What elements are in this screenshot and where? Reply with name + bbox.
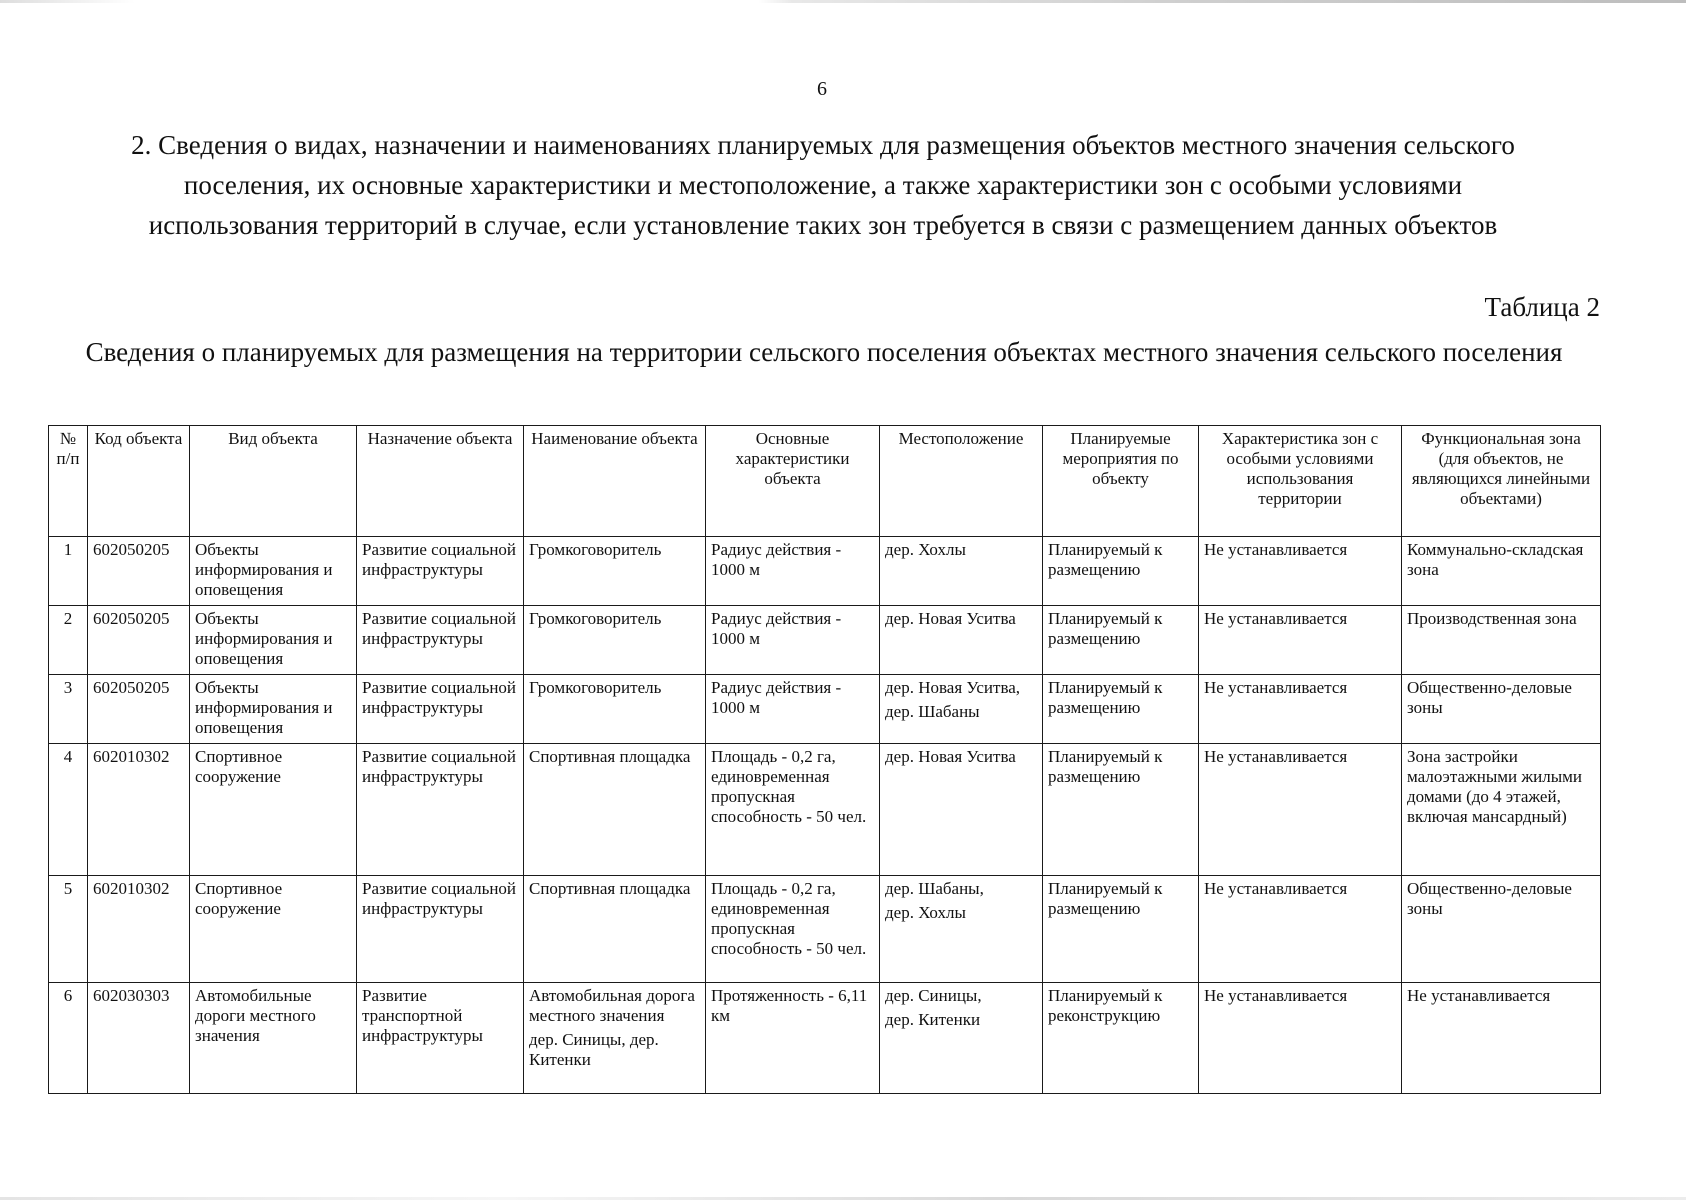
table-row — [49, 744, 1601, 876]
cell-name-text: Громкоговоритель — [529, 678, 662, 697]
cell-name-text: Автомобильная дорога местного значения — [529, 986, 695, 1025]
cell-zones: Не устанавливается — [1199, 675, 1402, 744]
cell-location — [880, 744, 1043, 876]
cell-name-text: Спортивная площадка — [529, 747, 691, 766]
cell-characteristics: Протяженность - 6,11 км — [706, 983, 880, 1094]
cell-purpose: Развитие социальной инфраструктуры — [357, 876, 524, 983]
cell-type: Спортивное сооружение — [190, 744, 357, 876]
cell-zones: Не устанавливается — [1199, 606, 1402, 675]
cell-code: 602010302 — [88, 744, 190, 876]
cell-num: 4 — [49, 744, 88, 876]
cell-characteristics: Площадь - 0,2 га, единовременная пропускная способность - 50 чел. — [706, 876, 880, 983]
header-functional-zone: Функциональная зона (для объектов, не являющихся линейными объектами) — [1402, 426, 1601, 537]
table-row — [49, 876, 1601, 983]
cell-purpose: Развитие социальной инфраструктуры — [357, 537, 524, 606]
cell-num: 1 — [49, 537, 88, 606]
cell-name — [524, 744, 706, 876]
cell-measures: Планируемый к размещению — [1043, 675, 1199, 744]
cell-location-extra: дер. Шабаны — [885, 702, 980, 721]
table-row — [49, 675, 1601, 744]
cell-name-text: Громкоговоритель — [529, 609, 662, 628]
cell-name-text: Громкоговоритель — [529, 540, 662, 559]
cell-name-extra: дер. Синицы, дер. Китенки — [529, 1030, 659, 1069]
cell-num: 6 — [49, 983, 88, 1094]
cell-location-text: дер. Новая Уситва — [885, 609, 1016, 628]
cell-location — [880, 876, 1043, 983]
cell-num: 3 — [49, 675, 88, 744]
cell-code: 602050205 — [88, 537, 190, 606]
cell-measures: Планируемый к размещению — [1043, 537, 1199, 606]
cell-location-text: дер. Новая Уситва, — [885, 678, 1021, 697]
table-row — [49, 983, 1601, 1094]
header-num: № п/п — [49, 426, 88, 537]
cell-functional-zone: Коммунально-складская зона — [1402, 537, 1601, 606]
cell-characteristics: Радиус действия - 1000 м — [706, 675, 880, 744]
cell-measures: Планируемый к размещению — [1043, 744, 1199, 876]
cell-name-text: Спортивная площадка — [529, 879, 691, 898]
header-name: Наименование объекта — [524, 426, 706, 537]
cell-zones: Не устанавливается — [1199, 537, 1402, 606]
cell-location-text: дер. Шабаны, — [885, 879, 984, 898]
cell-code: 602050205 — [88, 606, 190, 675]
cell-code: 602050205 — [88, 675, 190, 744]
page-number: 6 — [817, 78, 827, 100]
cell-purpose: Развитие социальной инфраструктуры — [357, 606, 524, 675]
cell-code: 602030303 — [88, 983, 190, 1094]
header-purpose: Назначение объекта — [357, 426, 524, 537]
cell-measures: Планируемый к реконструкцию — [1043, 983, 1199, 1094]
cell-name — [524, 606, 706, 675]
scan-edge-top — [0, 0, 1686, 3]
cell-location-text: дер. Синицы, — [885, 986, 982, 1005]
planned-objects-table — [48, 425, 1601, 1094]
table-row — [49, 606, 1601, 675]
table-title: Сведения о планируемых для размещения на территории сельского поселения объектах местного значения сельского поселения — [85, 337, 1563, 367]
cell-location — [880, 537, 1043, 606]
cell-zones: Не устанавливается — [1199, 983, 1402, 1094]
header-location: Местоположение — [880, 426, 1043, 537]
section-heading: 2. Сведения о видах, назначении и наименованиях планируемых для размещения объектов местного значения сельского поселения, их основные характеристики и местоположение, а также характеристики зон с особыми условиями использования территорий в случае, если установление таких зон требуется в связи с размещением данных объектов — [131, 130, 1515, 240]
cell-location-text: дер. Хохлы — [885, 540, 966, 559]
header-code: Код объекта — [88, 426, 190, 537]
cell-name — [524, 537, 706, 606]
header-type: Вид объекта — [190, 426, 357, 537]
cell-functional-zone: Не устанавливается — [1402, 983, 1601, 1094]
cell-location — [880, 675, 1043, 744]
cell-location-extra: дер. Китенки — [885, 1010, 981, 1029]
cell-name — [524, 876, 706, 983]
cell-code: 602010302 — [88, 876, 190, 983]
cell-zones: Не устанавливается — [1199, 744, 1402, 876]
cell-functional-zone: Общественно-деловые зоны — [1402, 876, 1601, 983]
cell-functional-zone: Общественно-деловые зоны — [1402, 675, 1601, 744]
cell-type: Объекты информирования и оповещения — [190, 675, 357, 744]
header-measures: Планируемые мероприятия по объекту — [1043, 426, 1199, 537]
cell-purpose: Развитие транспортной инфраструктуры — [357, 983, 524, 1094]
cell-num: 2 — [49, 606, 88, 675]
header-characteristics: Основные характеристики объекта — [706, 426, 880, 537]
table-number: Таблица 2 — [1484, 292, 1600, 322]
cell-zones: Не устанавливается — [1199, 876, 1402, 983]
cell-type: Спортивное сооружение — [190, 876, 357, 983]
header-zones: Характеристика зон с особыми условиями использования территории — [1199, 426, 1402, 537]
cell-location-text: дер. Новая Уситва — [885, 747, 1016, 766]
cell-name — [524, 675, 706, 744]
cell-type: Автомобильные дороги местного значения — [190, 983, 357, 1094]
cell-location — [880, 606, 1043, 675]
cell-characteristics: Радиус действия - 1000 м — [706, 537, 880, 606]
table-row — [49, 537, 1601, 606]
cell-location-extra: дер. Хохлы — [885, 903, 966, 922]
cell-name — [524, 983, 706, 1094]
cell-measures: Планируемый к размещению — [1043, 876, 1199, 983]
cell-location — [880, 983, 1043, 1094]
cell-characteristics: Радиус действия - 1000 м — [706, 606, 880, 675]
cell-num: 5 — [49, 876, 88, 983]
cell-functional-zone: Зона застройки малоэтажными жилыми домами (до 4 этажей, включая мансардный) — [1402, 744, 1601, 876]
cell-functional-zone: Производственная зона — [1402, 606, 1601, 675]
cell-measures: Планируемый к размещению — [1043, 606, 1199, 675]
cell-purpose: Развитие социальной инфраструктуры — [357, 744, 524, 876]
cell-characteristics: Площадь - 0,2 га, единовременная пропускная способность - 50 чел. — [706, 744, 880, 876]
cell-type: Объекты информирования и оповещения — [190, 537, 357, 606]
cell-purpose: Развитие социальной инфраструктуры — [357, 675, 524, 744]
table-header-row — [49, 426, 1601, 537]
cell-type: Объекты информирования и оповещения — [190, 606, 357, 675]
